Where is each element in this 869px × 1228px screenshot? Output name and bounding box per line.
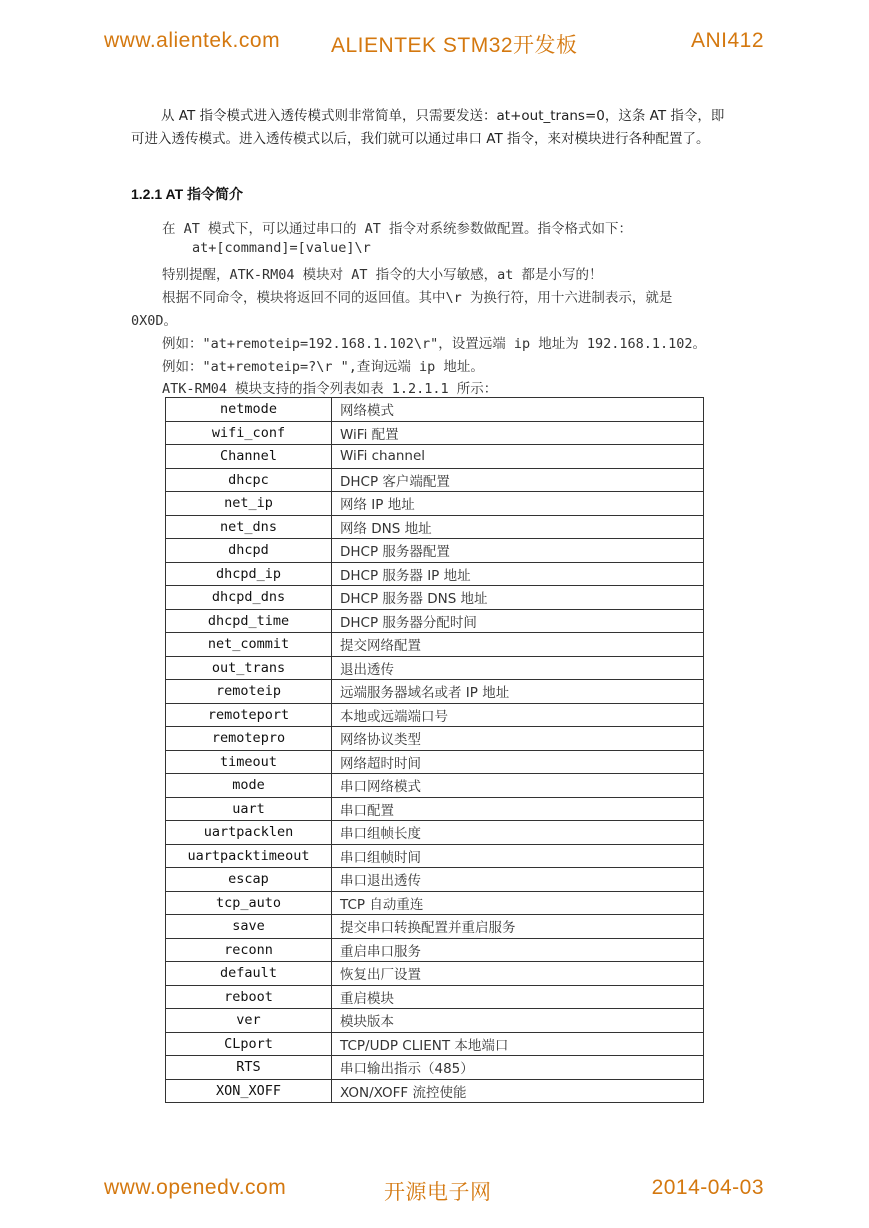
command-name-cell: net_dns — [166, 515, 332, 539]
example-line: 例如："at+remoteip=192.168.1.102\r"，设置远端 ip 地址为 192.168.1.102。 — [162, 336, 707, 352]
command-name-cell: save — [166, 915, 332, 939]
command-description-cell: 网络 IP 地址 — [332, 492, 704, 516]
command-description-cell: 退出透传 — [332, 656, 704, 680]
command-name-cell: net_ip — [166, 492, 332, 516]
table-row — [166, 703, 704, 727]
command-name-cell: dhcpd — [166, 539, 332, 563]
table-row — [166, 1032, 704, 1056]
command-name-cell: reboot — [166, 985, 332, 1009]
header-website: www.alientek.com — [104, 29, 281, 52]
table-row — [166, 774, 704, 798]
table-row — [166, 445, 704, 469]
footer-website: www.openedv.com — [104, 1176, 287, 1199]
table-row — [166, 539, 704, 563]
table-row — [166, 1056, 704, 1080]
table-row — [166, 915, 704, 939]
table-row — [166, 844, 704, 868]
footer-date: 2014-04-03 — [651, 1176, 764, 1199]
table-caption: ATK-RM04 模块支持的指令列表如表 1.2.1.1 所示： — [162, 381, 498, 397]
command-name-cell: dhcpd_time — [166, 609, 332, 633]
command-description-cell: WiFi 配置 — [332, 421, 704, 445]
command-name-cell: mode — [166, 774, 332, 798]
intro-paragraph: 从 AT 指令模式进入透传模式则非常简单，只需要发送：at+out_trans=0，这条 AT 指令，即可进入透传模式。进入透传模式以后，我们就可以通过串口 AT 指令，来对模块进行各种配置了。 — [131, 108, 725, 147]
body-line: 在 AT 模式下，可以通过串口的 AT 指令对系统参数做配置。指令格式如下： — [162, 221, 633, 237]
command-description-cell: TCP/UDP CLIENT 本地端口 — [332, 1032, 704, 1056]
command-description-cell: 串口网络模式 — [332, 774, 704, 798]
command-description-cell: DHCP 服务器分配时间 — [332, 609, 704, 633]
command-name-cell: remoteip — [166, 680, 332, 704]
command-name-cell: XON_XOFF — [166, 1079, 332, 1103]
command-name-cell: out_trans — [166, 656, 332, 680]
command-name-cell: wifi_conf — [166, 421, 332, 445]
command-description-cell: 网络协议类型 — [332, 727, 704, 751]
command-description-cell: 串口配置 — [332, 797, 704, 821]
command-description-cell: 提交串口转换配置并重启服务 — [332, 915, 704, 939]
command-description-cell: 串口组帧时间 — [332, 844, 704, 868]
command-format-line: at+[command]=[value]\r — [192, 240, 371, 256]
command-name-cell: reconn — [166, 938, 332, 962]
header-title: ALIENTEK STM32开发板 — [331, 34, 578, 57]
table-row — [166, 727, 704, 751]
command-description-cell: 串口退出透传 — [332, 868, 704, 892]
command-name-cell: dhcpd_dns — [166, 586, 332, 610]
table-row — [166, 938, 704, 962]
example-line: 例如："at+remoteip=?\r ",查询远端 ip 地址。 — [162, 359, 484, 375]
command-name-cell: CLport — [166, 1032, 332, 1056]
command-name-cell: uartpacktimeout — [166, 844, 332, 868]
table-row — [166, 985, 704, 1009]
table-row — [166, 1079, 704, 1103]
command-name-cell: remotepro — [166, 727, 332, 751]
command-name-cell: ver — [166, 1009, 332, 1033]
command-name-cell: escap — [166, 868, 332, 892]
command-description-cell: 串口输出指示（485） — [332, 1056, 704, 1080]
command-description-cell: 本地或远端端口号 — [332, 703, 704, 727]
command-name-cell: netmode — [166, 398, 332, 422]
table-row — [166, 1009, 704, 1033]
table-row — [166, 421, 704, 445]
section-heading: 1.2.1 AT 指令简介 — [131, 186, 244, 202]
table-row — [166, 656, 704, 680]
command-name-cell: Channel — [166, 445, 332, 469]
command-description-cell: 串口组帧长度 — [332, 821, 704, 845]
command-name-cell: dhcpc — [166, 468, 332, 492]
command-description-cell: DHCP 客户端配置 — [332, 468, 704, 492]
table-row — [166, 891, 704, 915]
command-description-cell: XON/XOFF 流控使能 — [332, 1079, 704, 1103]
table-row — [166, 398, 704, 422]
table-row — [166, 633, 704, 657]
command-table — [165, 397, 704, 1103]
body-line: 0X0D。 — [131, 313, 178, 329]
command-description-cell: 提交网络配置 — [332, 633, 704, 657]
command-name-cell: uart — [166, 797, 332, 821]
command-name-cell: remoteport — [166, 703, 332, 727]
command-description-cell: 重启串口服务 — [332, 938, 704, 962]
command-description-cell: DHCP 服务器配置 — [332, 539, 704, 563]
command-name-cell: timeout — [166, 750, 332, 774]
table-row — [166, 609, 704, 633]
command-description-cell: 恢复出厂设置 — [332, 962, 704, 986]
command-description-cell: DHCP 服务器 IP 地址 — [332, 562, 704, 586]
command-name-cell: net_commit — [166, 633, 332, 657]
command-description-cell: 远端服务器域名或者 IP 地址 — [332, 680, 704, 704]
command-name-cell: uartpacklen — [166, 821, 332, 845]
command-name-cell: tcp_auto — [166, 891, 332, 915]
command-description-cell: 网络 DNS 地址 — [332, 515, 704, 539]
command-description-cell: 网络模式 — [332, 398, 704, 422]
table-row — [166, 586, 704, 610]
table-row — [166, 797, 704, 821]
table-row — [166, 562, 704, 586]
table-row — [166, 962, 704, 986]
command-description-cell: 重启模块 — [332, 985, 704, 1009]
body-line: 特别提醒，ATK-RM04 模块对 AT 指令的大小写敏感，at 都是小写的！ — [162, 267, 603, 283]
footer-site-name: 开源电子网 — [384, 1181, 492, 1204]
table-row — [166, 515, 704, 539]
table-row — [166, 468, 704, 492]
command-description-cell: 模块版本 — [332, 1009, 704, 1033]
command-description-cell: 网络超时时间 — [332, 750, 704, 774]
command-description-cell: TCP 自动重连 — [332, 891, 704, 915]
command-name-cell: default — [166, 962, 332, 986]
command-description-cell: DHCP 服务器 DNS 地址 — [332, 586, 704, 610]
table-row — [166, 492, 704, 516]
table-row — [166, 821, 704, 845]
table-row — [166, 868, 704, 892]
command-name-cell: RTS — [166, 1056, 332, 1080]
command-description-cell: WiFi channel — [332, 445, 704, 469]
body-line: 根据不同命令，模块将返回不同的返回值。其中\r 为换行符，用十六进制表示，就是 — [162, 290, 673, 306]
command-name-cell: dhcpd_ip — [166, 562, 332, 586]
header-code: ANI412 — [690, 29, 764, 52]
table-row — [166, 680, 704, 704]
table-row — [166, 750, 704, 774]
